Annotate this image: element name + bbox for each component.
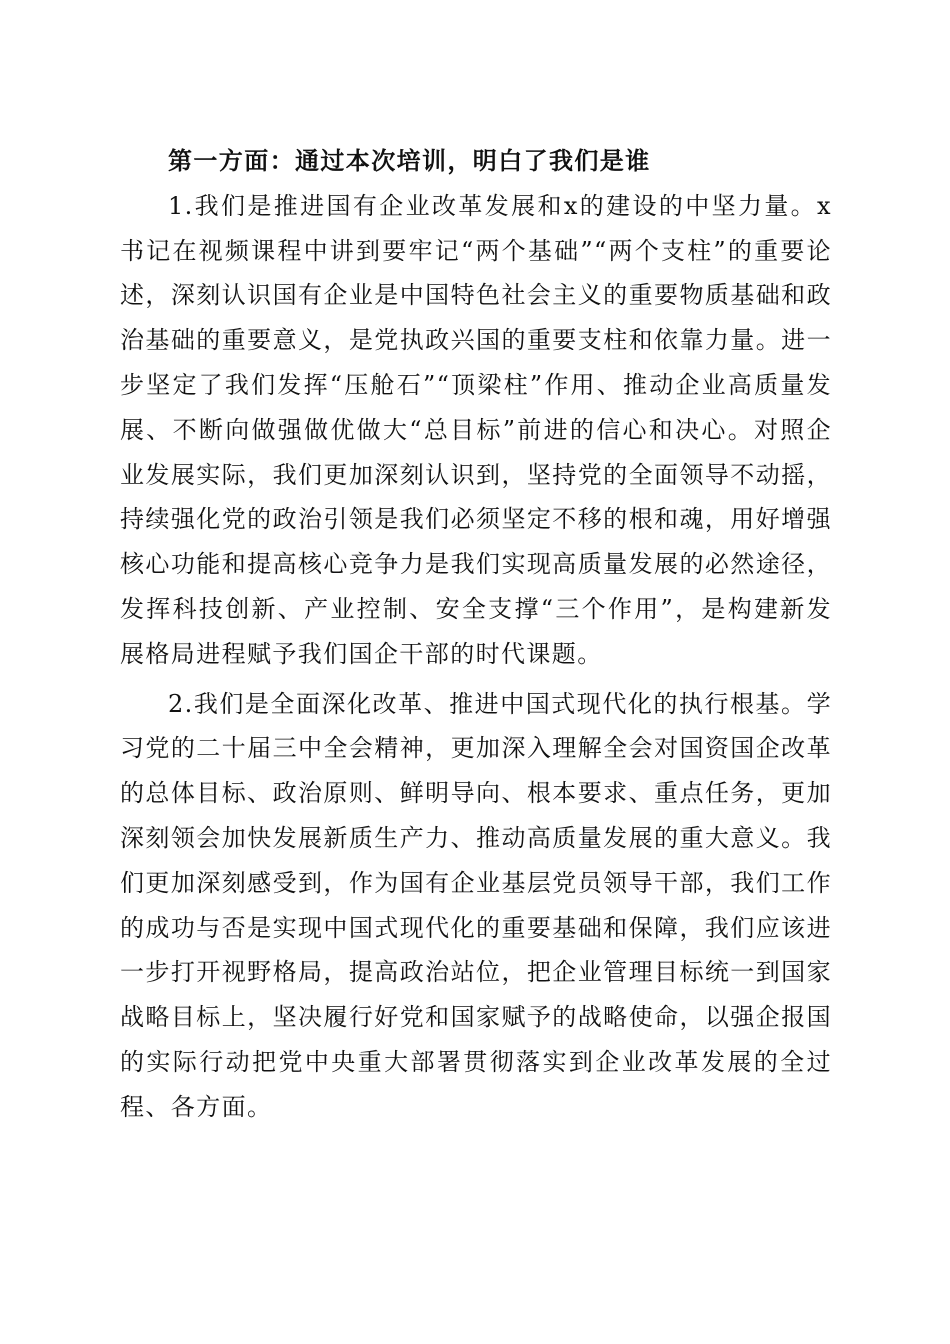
paragraph-1: 1.我们是推进国有企业改革发展和x的建设的中坚力量。x书记在视频课程中讲到要牢记“两个基础”“两个支柱”的重要论述，深刻认识国有企业是中国特色社会主义的重要物质基础和政治基础的重要意义，是党执政兴国的重要支柱和依靠力量。进一步坚定了我们发挥“压舱石”“顶梁柱”作用、推动企业高质量发展、不断向做强做优做大“总目标”前进的信心和决心。对照企业发展实际，我们更加深刻认识到，坚持党的全面领导不动摇，持续强化党的政治引领是我们必须坚定不移的根和魂，用好增强核心功能和提高核心竞争力是我们实现高质量发展的必然途径，发挥科技创新、产业控制、安全支撑“三个作用”，是构建新发展格局进程赋予我们国企干部的时代课题。 bbox=[120, 191, 832, 668]
document-body bbox=[120, 139, 832, 1135]
paragraph-2: 2.我们是全面深化改革、推进中国式现代化的执行根基。学习党的二十届三中全会精神，更加深入理解全会对国资国企改革的总体目标、政治原则、鲜明导向、根本要求、重点任务，更加深刻领会加快发展新质生产力、推动高质量发展的重大意义。我们更加深刻感受到，作为国有企业基层党员领导干部，我们工作的成功与否是实现中国式现代化的重要基础和保障，我们应该进一步打开视野格局，提高政治站位，把企业管理目标统一到国家战略目标上，坚决履行好党和国家赋予的战略使命，以强企报国的实际行动把党中央重大部署贯彻落实到企业改革发展的全过程、各方面。 bbox=[120, 689, 832, 1121]
section-heading: 第一方面：通过本次培训，明白了我们是谁 bbox=[168, 146, 651, 175]
